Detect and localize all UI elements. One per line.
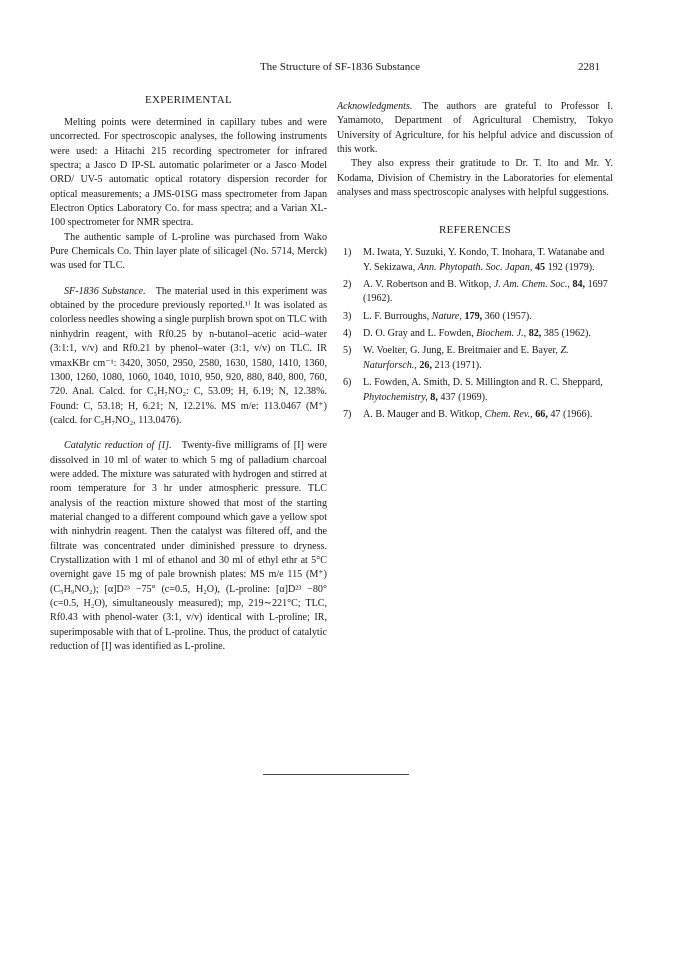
reference-number: 5) <box>343 345 352 357</box>
catalytic-reduction-paragraph <box>50 439 327 654</box>
reference-journal: Z. Naturforsch., <box>363 345 569 371</box>
reference-journal: Phytochemistry, <box>363 391 428 403</box>
sf1836-text: The material used in this experiment was obtained by the procedure previously reported.¹⁾ It was isolated as colorless needles showing a single purplish brown spot on TLC with ninhydrin reagent, with Rf0.25 by n-butanol–acetic acid–water (3:1:1, v/v) and Rf0.21 by phenol–water (3:1, v/v) on TLC. IR νmaxKBr cm⁻¹: 3420, 3050, 2950, 2580, 1630, 1580, 1410, 1360, 1300, 1260, 1080, 1060, 1040, 1010, 950, 920, 880, 840, 800, 760, 720. Anal. Calcd. for C₅H₇NO₂: C, 53.09; H, 6.19; N, 12.38%. Found: C, 53.18; H, 6.21; N, 12.21%. MS m/e: 113.0467 (M⁺) (calcd. for C₅H₇NO₂, 113.0476). <box>50 285 327 426</box>
running-head: The Structure of SF-1836 Substance <box>259 61 421 73</box>
reference-pages-year: 213 (1971). <box>434 359 482 371</box>
reference-item <box>337 278 613 307</box>
experimental-heading: EXPERIMENTAL <box>144 94 233 106</box>
reference-pages-year: 47 (1966). <box>550 408 593 420</box>
reference-authors: M. Iwata, Y. Suzuki, Y. Kondo, T. Inohara, T. Watanabe and Y. Sekizawa, <box>363 247 605 273</box>
reference-pages-year: 1697 (1962). <box>363 279 608 305</box>
reference-journal: Chem. Rev., <box>484 408 533 420</box>
catalytic-runin-heading: Catalytic reduction of [I]. <box>64 440 172 452</box>
reference-authors: W. Voelter, G. Jung, E. Breitmaier and E. Bayer, <box>363 345 558 357</box>
reference-volume: 26, <box>419 359 432 371</box>
reference-item <box>337 408 613 422</box>
right-column <box>337 92 613 425</box>
reference-pages-year: 360 (1957). <box>484 310 532 322</box>
reference-volume: 82, <box>528 328 542 340</box>
reference-volume: 84, <box>572 279 586 291</box>
reference-item <box>337 310 613 324</box>
reference-number: 6) <box>343 377 352 389</box>
catalytic-text: Twenty-five milligrams of [I] were dissolved in 10 ml of water to which 5 mg of palladium charcoal were added. The mixture was saturated with hydrogen and stirred at room temperature for 3 hr under atmospheric pressure. TLC analysis of the reaction mixture showed that most of the starting material changed to a different compound which gave a yellow spot with ninhydrin reagent. Then the catalyst was filtered off, and the filtrate was concentrated under diminished pressure to dryness. Crystallization with 1 ml of ethanol and 30 ml of ethyl ethr at 5°C overnight gave 15 mg of pale brownish plates: MS m/e 115 (M⁺) (C₅H₉NO₂); [α]D²³ −75° (c=0.5, H₂O), (L-proline: [α]D²³ −80° (c=0.5, H₂O), simultaneously measured); mp, 219∼221°C; TLC, Rf0.43 with phenol-water (3:1, v/v) identical with L-proline; IR, superimposable with that of L-proline. Thus, the product of catalytic reduction of [I] was identified as L-proline. <box>50 440 327 653</box>
reference-number: 3) <box>343 310 352 322</box>
left-column <box>50 92 327 654</box>
reference-item <box>337 376 613 405</box>
reference-authors: D. O. Gray and L. Fowden, <box>363 328 474 340</box>
end-rule <box>263 774 409 775</box>
reference-volume: 66, <box>535 408 548 420</box>
instruments-paragraph: Melting points were determined in capillary tubes and were uncorrected. For spectroscopic analyses, the following instruments were used: a Hitachi 215 recording spectrometer for infrared spectra; a Jasco D IP-SL automatic polarimeter or a Jasco Model ORD/ UV-5 automatic optical rotatory dispersion recorder for optical measurements; a JMS-01SG mass spectrometer from Japan Electron Optics Laboratory Co. for mass spectra; and a Varian XL-100 spectrometer for NMR spectra. <box>50 117 327 229</box>
ack-paragraph-2: They also express their gratitude to Dr. T. Ito and Mr. Y. Kodama, Division of Chemistry in the Laboratories for elemental analyses and mass spectroscopic analyses with helpful suggestions. <box>337 158 613 199</box>
page-header <box>0 61 680 77</box>
sf1836-paragraph <box>50 285 327 428</box>
reference-number: 7) <box>343 408 352 420</box>
reference-authors: L. F. Burroughs, <box>363 310 430 322</box>
references-heading: REFERENCES <box>438 224 512 237</box>
reference-volume: 179, <box>464 310 483 322</box>
reference-number: 2) <box>343 279 352 291</box>
reference-journal: Ann. Phytopath. Soc. Japan, <box>417 261 533 273</box>
ack-runin-heading: Acknowledgments. <box>337 101 413 112</box>
page-number: 2281 <box>578 61 600 73</box>
reference-journal: J. Am. Chem. Soc., <box>493 279 570 291</box>
reference-item <box>337 246 613 275</box>
reference-pages-year: 385 (1962). <box>543 328 591 340</box>
reference-authors: A. V. Robertson and B. Witkop, <box>363 279 492 291</box>
reference-number: 1) <box>343 247 352 259</box>
reference-item <box>337 327 613 341</box>
reference-authors: L. Fowden, A. Smith, D. S. Millington and R. C. Sheppard, <box>363 377 603 389</box>
reference-journal: Nature, <box>431 310 462 322</box>
reference-volume: 8, <box>430 391 438 403</box>
references-list <box>337 246 613 422</box>
reference-pages-year: 437 (1969). <box>440 391 488 403</box>
sf1836-runin-heading: SF-1836 Substance. <box>64 285 146 297</box>
reference-number: 4) <box>343 328 352 340</box>
proline-sample-paragraph: The authentic sample of L-proline was purchased from Wako Pure Chemicals Co. Thin layer plate of silicagel (No. 5714, Merck) was used for TLC. <box>50 231 327 272</box>
reference-authors: A. B. Mauger and B. Witkop, <box>363 408 483 420</box>
ack-paragraph-1 <box>337 100 613 157</box>
reference-journal: Biochem. J., <box>476 328 527 340</box>
ack-text-1: The authors are grateful to Professor I. Yamamoto, Department of Agricultural Chemistry, Tokyo University of Agriculture, for his helpful advice and discussion of this work. <box>337 101 613 156</box>
reference-volume: 45 <box>534 261 546 273</box>
reference-item <box>337 344 613 373</box>
reference-pages-year: 192 (1979). <box>547 261 595 273</box>
